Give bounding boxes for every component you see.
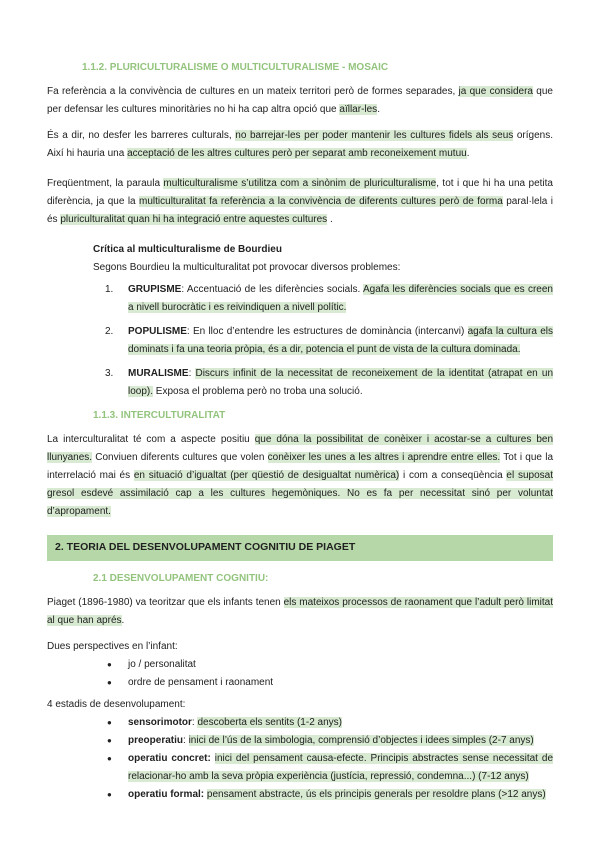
text-run: paral·lela i és — [47, 196, 553, 225]
highlighted-text-run: agafa la cultura els dominats i fa una teoria pròpia, és a dir, potencia el punt de vista de la cultura dominada. — [128, 326, 553, 355]
text-run: , tot i que hi ha una petita diferència, ja que la — [47, 178, 553, 207]
text-run: : Accentuació de les diferències socials. — [181, 284, 363, 295]
list-item — [47, 323, 553, 359]
list-number: 2. — [105, 326, 114, 337]
paragraph-interculturalitat — [47, 431, 553, 521]
highlighted-text-run: aïllar-les — [339, 104, 378, 115]
text-run: Freqüentment, la paraula — [47, 178, 164, 189]
estadis-list — [47, 714, 553, 804]
highlighted-text-run: en situació d’igualtat (per qüestió de desigualtat numèrica) — [133, 470, 400, 481]
paragraph-piaget-teoria — [47, 594, 553, 630]
text-run: Dues perspectives en l’infant: — [47, 641, 178, 652]
text-run: Piaget (1896-1980) va teoritzar que els infants tenen — [47, 597, 284, 608]
list-item — [47, 656, 553, 674]
text-run: i com a conseqüència — [399, 470, 507, 481]
highlighted-text-run: descoberta els sentits (1-2 anys) — [197, 717, 342, 728]
text-run: És a dir, no desfer les barreres culturals, — [47, 130, 236, 141]
highlighted-text-run: inici del pensament causa-efecte. Principis abstractes sense necessitat de relacionar-ho amb la seva pròpia experiència (justícia, repressió, condemna...) (7-12 anys) — [128, 753, 554, 782]
highlighted-text-run: el suposat gresol esdevé assimilació cap a les cultures hegemòniques. No es fa per necessitat sinó per voluntat d’apropament. — [47, 470, 553, 517]
bold-term: operatiu concret: — [128, 753, 211, 764]
text-run: 4 estadis de desenvolupament: — [47, 699, 186, 710]
bullet-icon: ● — [107, 678, 112, 687]
section-banner-piaget: 2. TEORIA DEL DESENVOLUPAMENT COGNITIU DE PIAGET — [47, 535, 553, 561]
text-run: : — [183, 735, 189, 746]
highlighted-text-run: els mateixos processos de raonament que l’adult però limitat al que han aprés — [47, 597, 553, 626]
bold-term: operatiu formal: — [128, 789, 205, 800]
text-run: : — [191, 717, 198, 728]
section-heading-desenvolupament-cognitiu: 2.1 DESENVOLUPAMENT COGNITIU: — [93, 573, 269, 584]
paragraph-segons-bourdieu — [93, 259, 553, 277]
paragraph-barreres-culturals — [47, 127, 553, 163]
label-quatre-estadis — [47, 696, 553, 714]
text-run: La interculturalitat té com a aspecte positiu — [47, 434, 255, 445]
text-run: Exposa el problema però no troba una solució. — [153, 386, 363, 397]
text-run: orígens. Així hi hauria una — [47, 130, 554, 159]
text-run: Segons Bourdieu la multiculturalitat pot provocar diversos problemes: — [93, 262, 401, 273]
highlighted-text-run: Discurs infinit de la necessitat de reconeixement de la identitat (atrapat en un loop). — [128, 368, 553, 397]
highlighted-text-run: multiculturalitat fa referència a la convivència de diferents cultures però de forma — [139, 196, 503, 207]
highlighted-text-run: acceptació de les altres cultures però per separat amb reconeixement mutuu — [127, 148, 467, 159]
bullet-icon: ● — [107, 660, 112, 669]
section-heading-interculturalitat: 1.1.3. INTERCULTURALITAT — [93, 410, 226, 421]
subheading-critica-bourdieu: Crítica al multiculturalisme de Bourdieu — [93, 244, 282, 255]
highlighted-text-run: inici de l’ús de la simbologia, comprensió d’objectes i idees simples (2-7 anys) — [188, 735, 534, 746]
text-run: que per defensar les cultures minoritàries no hi ha cap altra opció que — [47, 86, 553, 115]
list-number: 3. — [105, 368, 114, 379]
bullet-icon: ● — [107, 718, 112, 727]
list-item — [47, 714, 553, 732]
text-run: . — [121, 615, 125, 626]
bullet-icon: ● — [107, 736, 112, 745]
bourdieu-problems-list — [47, 281, 553, 401]
text-run: : En lloc d’entendre les estructures de dominància (intercanvi) — [186, 326, 468, 337]
bold-term: sensorimotor — [128, 717, 192, 728]
label-dues-perspectives — [47, 638, 553, 656]
list-item — [47, 750, 553, 786]
text-run: : — [188, 368, 196, 379]
list-item — [47, 786, 553, 804]
list-item — [47, 281, 553, 317]
text-run: ordre de pensament i raonament — [128, 677, 274, 688]
perspectives-list — [47, 656, 553, 692]
list-item — [47, 732, 553, 750]
bold-term: POPULISME — [128, 326, 187, 337]
text-run: jo / personalitat — [128, 659, 196, 670]
text-run: Tot i que la interrelació mai és — [47, 452, 553, 481]
list-item — [47, 674, 553, 692]
text-run: . — [377, 104, 380, 115]
list-item — [47, 365, 553, 401]
bold-term: preoperatiu — [128, 735, 184, 746]
text-run: Fa referència a la convivència de cultures en un mateix territori però de formes separades, — [47, 86, 459, 97]
bullet-icon: ● — [107, 754, 112, 763]
bullet-icon: ● — [107, 790, 112, 799]
section-heading-pluriculturalisme: 1.1.2. PLURICULTURALISME O MULTICULTURALISME - MOSAIC — [82, 62, 389, 73]
highlighted-text-run: multiculturalisme s’utilitza com a sinònim de pluriculturalisme — [163, 178, 437, 189]
bold-term: GRUPISME — [128, 284, 182, 295]
list-number: 1. — [105, 284, 114, 295]
text-run: . — [327, 214, 333, 225]
bold-term: MURALISME — [128, 368, 189, 379]
highlighted-text-run: que dóna la possibilitat de conèixer i acostar-se a cultures ben llunyanes. — [47, 434, 554, 463]
highlighted-text-run: conèixer les unes a les altres i aprendre entre elles. — [267, 452, 501, 463]
highlighted-text-run: pluriculturalitat quan hi ha integració entre aquestes cultures — [60, 214, 328, 225]
highlighted-text-run: Agafa les diferències socials que es creen a nivell burocràtic i es reivindiquen a nivell polític. — [128, 284, 553, 313]
paragraph-sinonim-pluriculturalisme — [47, 175, 553, 229]
highlighted-text-run: ja que considera — [458, 86, 533, 97]
paragraph-mosaic-definition — [47, 83, 553, 119]
text-run: . — [466, 148, 470, 159]
text-run: Conviuen diferents cultures que volen — [92, 452, 268, 463]
highlighted-text-run: no barrejar-les per poder mantenir les cultures fidels als seus — [235, 130, 514, 141]
highlighted-text-run: pensament abstracte, ús els principis generals per resoldre plans (>12 anys) — [206, 789, 546, 800]
